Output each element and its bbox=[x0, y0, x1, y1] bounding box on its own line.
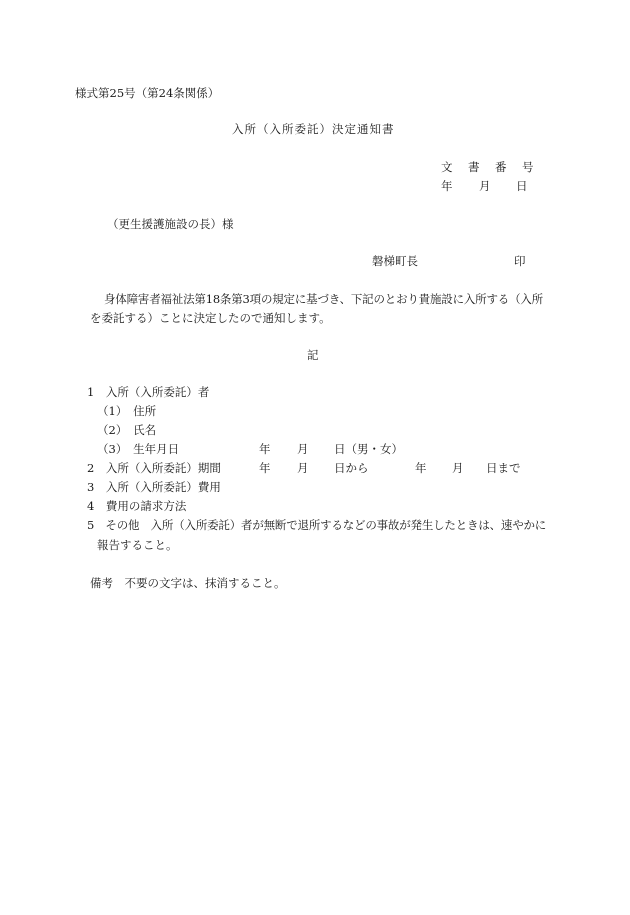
birth-year-label: 年 bbox=[259, 442, 271, 456]
item-4: 4 費用の請求方法 bbox=[87, 499, 187, 513]
addressee: （更生援護施設の長）様 bbox=[107, 217, 234, 231]
issuer-name: 磐梯町長 bbox=[372, 254, 418, 268]
period-month-1: 月 bbox=[297, 461, 309, 475]
document-title: 入所（入所委託）決定通知書 bbox=[232, 122, 395, 136]
body-text-line-2: を委託する）ことに決定したので通知します。 bbox=[90, 311, 331, 325]
item-1-name: （2） 氏名 bbox=[97, 423, 157, 437]
item-1-address: （1） 住所 bbox=[97, 404, 157, 418]
date-day-label: 日 bbox=[516, 179, 528, 193]
document-number-label: 文 書 番 号 bbox=[441, 160, 536, 174]
period-month-2: 月 bbox=[452, 461, 464, 475]
period-until: 日まで bbox=[486, 461, 521, 475]
item-1-birthdate: （3） 生年月日 bbox=[97, 442, 180, 456]
seal-mark: 印 bbox=[514, 254, 526, 268]
date-year-label: 年 bbox=[441, 179, 453, 193]
date-month-label: 月 bbox=[479, 179, 491, 193]
remarks-note: 備考 不要の文字は、抹消すること。 bbox=[90, 576, 286, 590]
item-3: 3 入所（入所委託）費用 bbox=[87, 480, 221, 494]
item-1: 1 入所（入所委託）者 bbox=[87, 385, 210, 399]
birth-day-gender-label: 日（男・女） bbox=[334, 442, 403, 456]
period-from: 日から bbox=[334, 461, 369, 475]
form-number: 様式第25号（第24条関係） bbox=[75, 86, 220, 100]
period-year-1: 年 bbox=[259, 461, 271, 475]
period-year-2: 年 bbox=[415, 461, 427, 475]
birth-month-label: 月 bbox=[297, 442, 309, 456]
body-text-line-1: 身体障害者福祉法第18条第3項の規定に基づき、下記のとおり貴施設に入所する（入所 bbox=[104, 292, 543, 306]
item-2: 2 入所（入所委託）期間 bbox=[87, 461, 221, 475]
item-5-continuation: 報告すること。 bbox=[97, 538, 178, 552]
item-5: 5 その他 入所（入所委託）者が無断で退所するなどの事故が発生したときは、速やかに bbox=[87, 518, 547, 532]
ki-heading: 記 bbox=[307, 348, 319, 362]
